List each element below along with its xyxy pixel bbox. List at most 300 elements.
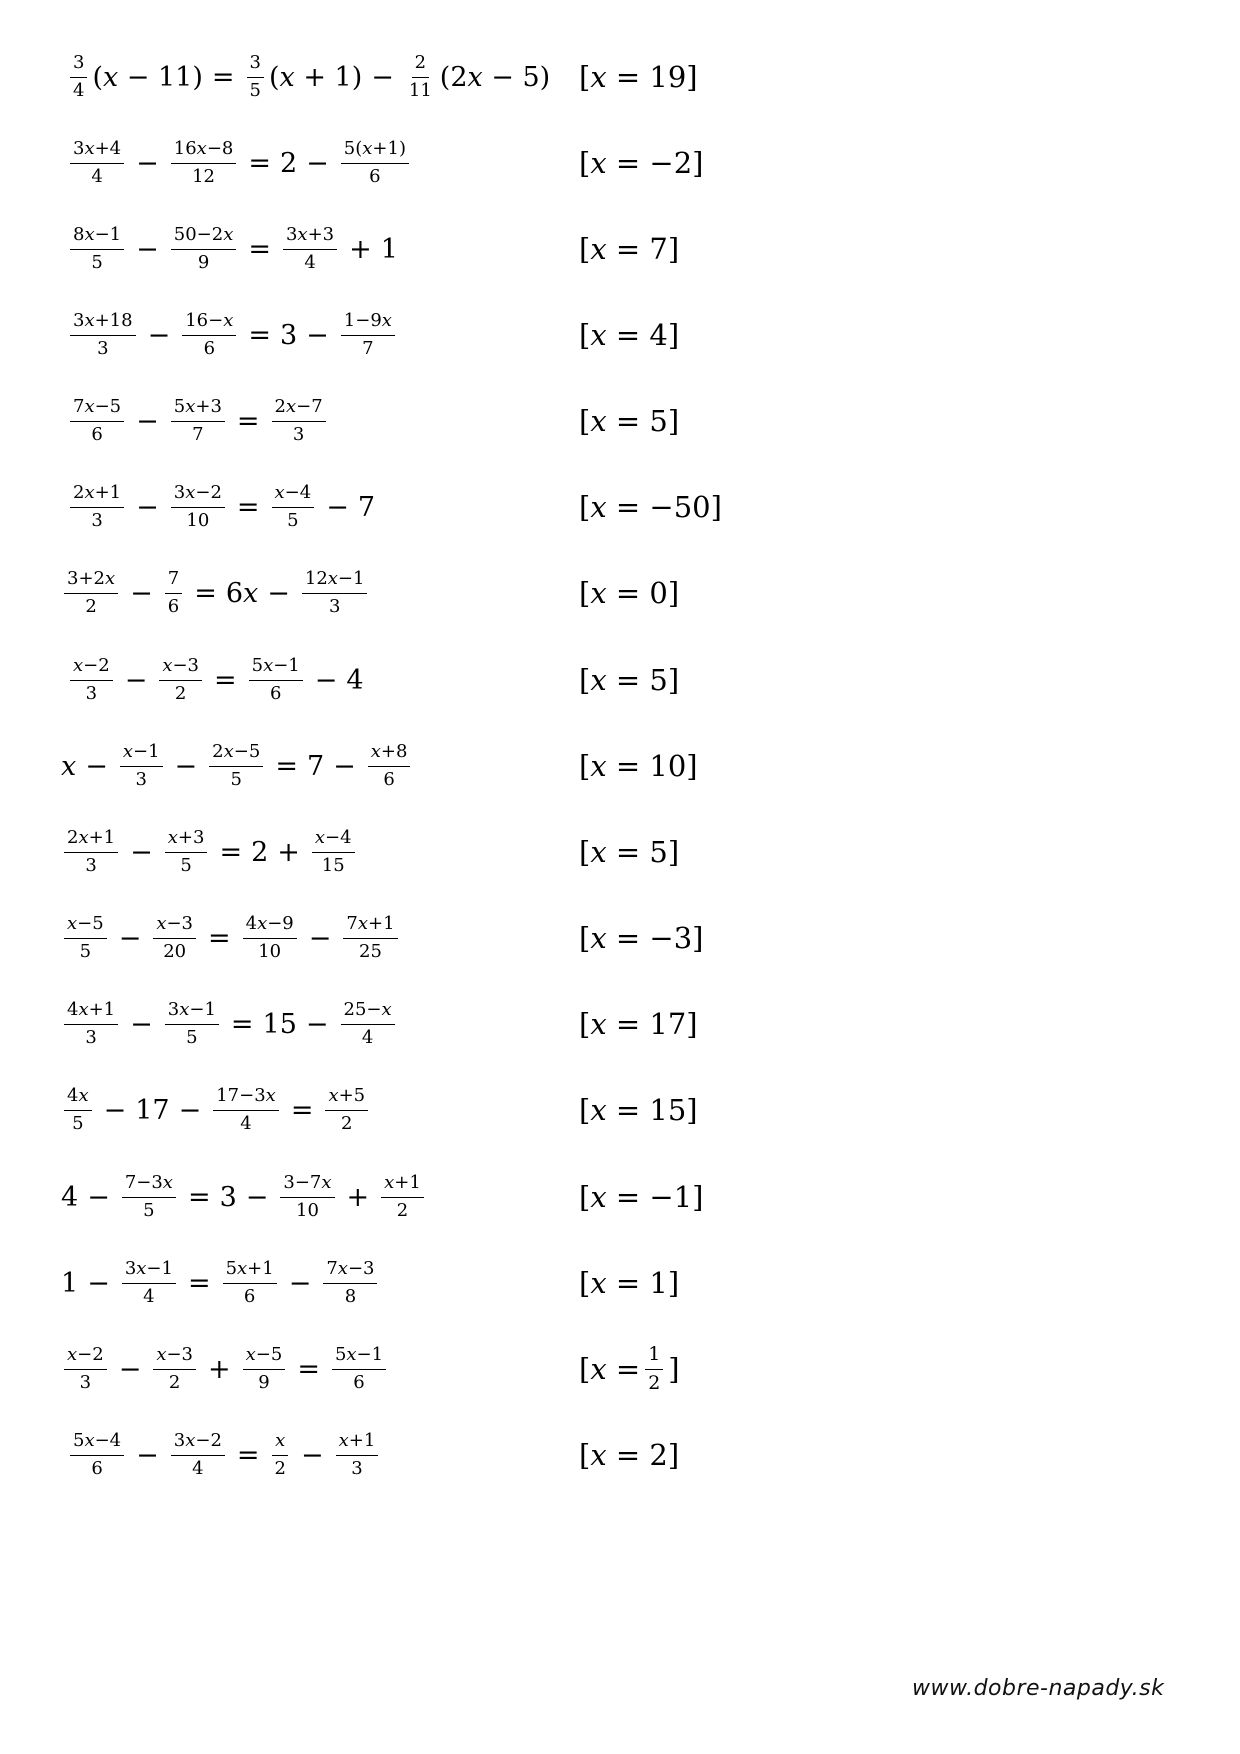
answer	[578, 1334, 681, 1404]
fraction	[243, 1345, 286, 1393]
term: [𝑥 = 7]	[579, 232, 680, 266]
numerator: 16𝑥−8	[171, 139, 237, 164]
denominator: 9	[197, 251, 210, 273]
problem-row	[0, 558, 1240, 628]
numerator: 2𝑥−7	[272, 397, 326, 422]
answer	[578, 472, 723, 542]
operator: =	[187, 1267, 211, 1299]
operator: =	[290, 1094, 314, 1126]
denominator: 9	[258, 1371, 270, 1393]
answer	[578, 1075, 699, 1145]
denominator: 5	[287, 509, 299, 531]
operator: +	[346, 1181, 370, 1213]
equation	[60, 903, 402, 973]
term: [𝑥 = 5]	[579, 404, 680, 438]
operator: =	[236, 491, 260, 523]
numerator: 5𝑥−4	[70, 1431, 124, 1456]
answer	[578, 1248, 680, 1318]
problem-row	[0, 1420, 1240, 1490]
fraction	[182, 311, 236, 359]
term: [𝑥 = −1]	[579, 1180, 704, 1214]
numerator: 𝑥−4	[272, 483, 315, 508]
operator: −	[130, 577, 153, 609]
operator: =	[194, 577, 217, 609]
equation	[66, 645, 365, 715]
answer	[578, 731, 699, 801]
fraction	[165, 569, 182, 617]
denominator: 3	[85, 1026, 97, 1048]
problem-row	[0, 817, 1240, 887]
fraction	[64, 914, 107, 962]
equation	[66, 214, 399, 284]
numerator: 1−9𝑥	[341, 311, 395, 336]
problem-row	[0, 386, 1240, 456]
operator: =	[208, 922, 231, 954]
equation	[66, 300, 399, 370]
fraction	[171, 139, 237, 187]
numerator: 3𝑥−1	[122, 1259, 176, 1284]
fraction	[122, 1259, 176, 1307]
equation	[66, 472, 376, 542]
denominator: 4	[192, 1457, 204, 1479]
operator: −	[136, 147, 159, 179]
problem-row	[0, 300, 1240, 370]
term: 7	[306, 750, 325, 782]
denominator: 2	[168, 1371, 181, 1393]
denominator: 5	[230, 768, 242, 790]
numerator: 17−3𝑥	[213, 1086, 279, 1111]
term: (𝑥 − 11)	[92, 61, 203, 93]
fraction	[645, 1344, 663, 1395]
numerator: 𝑥−5	[64, 914, 107, 939]
numerator: 1	[645, 1344, 663, 1370]
denominator: 10	[296, 1199, 319, 1221]
numerator: 5𝑥+1	[223, 1259, 277, 1284]
denominator: 6	[91, 423, 103, 445]
operator: −	[288, 1267, 312, 1299]
operator: =	[248, 319, 271, 351]
numerator: 7𝑥−5	[70, 397, 124, 422]
denominator: 5	[186, 1026, 198, 1048]
term: 1	[380, 233, 398, 265]
answer	[578, 1162, 704, 1232]
term: 2	[279, 147, 298, 179]
operator: −	[314, 664, 338, 696]
denominator: 11	[408, 79, 432, 101]
denominator: 3	[328, 595, 341, 617]
denominator: 5	[91, 251, 103, 273]
numerator: 4𝑥−9	[243, 914, 297, 939]
operator: =	[214, 664, 237, 696]
numerator: 3𝑥−2	[171, 483, 225, 508]
operator: −	[178, 1094, 202, 1126]
source-url: www.dobre-napady.sk	[912, 1676, 1165, 1701]
operator: =	[236, 405, 260, 437]
fraction	[122, 1173, 176, 1221]
denominator: 6	[269, 682, 282, 704]
term: [𝑥 = 0]	[579, 576, 680, 610]
operator: −	[130, 1008, 153, 1040]
term: [𝑥 =	[579, 1352, 641, 1386]
denominator: 6	[383, 768, 395, 790]
fraction	[336, 1431, 379, 1479]
term: 15	[262, 1008, 297, 1040]
term: [𝑥 = 17]	[579, 1007, 698, 1041]
numerator: 7−3𝑥	[122, 1173, 176, 1198]
operator: −	[136, 1439, 159, 1471]
denominator: 3	[85, 682, 98, 704]
denominator: 5	[180, 854, 192, 876]
numerator: 4𝑥	[64, 1086, 92, 1111]
numerator: 2	[412, 53, 429, 78]
numerator: 𝑥−2	[70, 656, 113, 681]
term: 7	[357, 491, 376, 523]
numerator: 50−2𝑥	[171, 225, 237, 250]
problem-row	[0, 472, 1240, 542]
fraction	[70, 225, 124, 273]
operator: −	[147, 319, 171, 351]
fraction	[209, 742, 263, 790]
numerator: 3	[70, 53, 87, 78]
denominator: 4	[304, 251, 316, 273]
fraction	[171, 1431, 225, 1479]
term: [𝑥 = −2]	[579, 146, 704, 180]
denominator: 6	[243, 1285, 256, 1307]
operator: −	[371, 61, 394, 93]
fraction	[70, 139, 124, 187]
fraction	[243, 914, 297, 962]
numerator: 2𝑥−5	[209, 742, 263, 767]
term: [𝑥 = 2]	[579, 1438, 680, 1472]
denominator: 20	[163, 940, 187, 962]
numerator: 3𝑥−2	[171, 1431, 225, 1456]
term: [𝑥 = 19]	[579, 60, 698, 94]
denominator: 2	[85, 595, 97, 617]
operator: −	[326, 491, 349, 523]
numerator: 𝑥−3	[153, 914, 196, 939]
denominator: 4	[91, 165, 103, 187]
term: [𝑥 = 5]	[579, 835, 680, 869]
answer	[578, 817, 680, 887]
numerator: 12𝑥−1	[302, 569, 368, 594]
fraction	[159, 656, 202, 704]
denominator: 12	[192, 165, 216, 187]
equation	[60, 817, 359, 887]
equation	[66, 42, 551, 112]
fraction	[323, 1259, 377, 1307]
operator: −	[308, 922, 332, 954]
problem-row	[0, 903, 1240, 973]
denominator: 6	[353, 1371, 365, 1393]
denominator: 5	[72, 1112, 84, 1134]
operator: −	[305, 1008, 329, 1040]
numerator: 5𝑥−1	[332, 1345, 386, 1370]
problem-row	[0, 989, 1240, 1059]
numerator: 3+2𝑥	[64, 569, 118, 594]
equation	[60, 1248, 381, 1318]
equation	[60, 1162, 428, 1232]
term: [𝑥 = 10]	[579, 749, 698, 783]
answer	[578, 386, 680, 456]
operator: =	[297, 1353, 320, 1385]
equation	[60, 989, 399, 1059]
term: (𝑥 + 1)	[268, 61, 363, 93]
numerator: 3	[247, 53, 264, 78]
fraction	[171, 397, 225, 445]
answer	[578, 989, 699, 1059]
numerator: 3𝑥+3	[283, 225, 337, 250]
denominator: 15	[321, 854, 345, 876]
problem-row	[0, 214, 1240, 284]
fraction	[153, 914, 196, 962]
denominator: 3	[292, 423, 305, 445]
fraction	[64, 1345, 107, 1393]
term: 3	[279, 319, 298, 351]
term: 6𝑥	[225, 577, 259, 609]
denominator: 10	[186, 509, 210, 531]
denominator: 3	[91, 509, 103, 531]
operator: −	[118, 922, 142, 954]
answer	[578, 42, 699, 112]
term: [𝑥 = 15]	[579, 1093, 698, 1127]
operator: −	[87, 1267, 110, 1299]
fraction	[272, 397, 326, 445]
operator: −	[174, 750, 198, 782]
denominator: 5	[143, 1199, 155, 1221]
denominator: 6	[369, 165, 381, 187]
problem-row	[0, 1248, 1240, 1318]
answer	[578, 128, 704, 198]
answer	[578, 558, 680, 628]
operator: −	[103, 1094, 127, 1126]
fraction	[70, 311, 136, 359]
operator: −	[333, 750, 356, 782]
denominator: 2	[274, 1457, 286, 1479]
term: (2𝑥 − 5)	[439, 61, 551, 93]
numerator: 𝑥−4	[312, 828, 355, 853]
denominator: 3	[97, 337, 109, 359]
fraction	[223, 1259, 277, 1307]
term: 𝑥	[61, 750, 77, 782]
equation	[60, 558, 371, 628]
term: [𝑥 = 5]	[579, 663, 680, 697]
fraction	[406, 53, 435, 101]
term: 17	[135, 1094, 170, 1126]
fraction	[70, 397, 124, 445]
fraction	[153, 1345, 196, 1393]
problem-row	[0, 42, 1240, 112]
fraction	[341, 139, 409, 187]
fraction	[272, 483, 315, 531]
fraction	[381, 1173, 424, 1221]
term: 4	[346, 664, 364, 696]
equation	[66, 128, 413, 198]
fraction	[64, 569, 118, 617]
denominator: 2	[648, 1371, 661, 1394]
operator: =	[230, 1008, 254, 1040]
answer	[578, 1420, 680, 1490]
numerator: 25−𝑥	[341, 1000, 395, 1025]
answer	[578, 214, 680, 284]
fraction	[283, 225, 337, 273]
numerator: 3𝑥+4	[70, 139, 124, 164]
denominator: 3	[135, 768, 147, 790]
operator: −	[87, 1181, 110, 1213]
fraction	[341, 1000, 395, 1048]
denominator: 3	[85, 854, 97, 876]
denominator: 2	[174, 682, 187, 704]
answer	[578, 645, 680, 715]
operator: +	[208, 1353, 231, 1385]
denominator: 4	[73, 79, 85, 101]
operator: =	[236, 1439, 260, 1471]
numerator: 7𝑥+1	[343, 914, 397, 939]
fraction	[325, 1086, 368, 1134]
operator: −	[136, 405, 159, 437]
term: [𝑥 = 4]	[579, 318, 680, 352]
operator: =	[219, 836, 243, 868]
numerator: 16−𝑥	[182, 311, 236, 336]
numerator: 𝑥−5	[243, 1345, 286, 1370]
fraction	[272, 1431, 289, 1479]
operator: −	[306, 147, 329, 179]
numerator: 5(𝑥+1)	[341, 139, 409, 164]
denominator: 25	[359, 940, 382, 962]
denominator: 6	[91, 1457, 103, 1479]
numerator: 𝑥	[272, 1431, 288, 1456]
operator: =	[248, 233, 271, 265]
term: [𝑥 = −3]	[579, 921, 704, 955]
numerator: 7	[165, 569, 182, 594]
fraction	[64, 1000, 118, 1048]
fraction	[280, 1173, 334, 1221]
denominator: 5	[79, 940, 92, 962]
fraction	[302, 569, 368, 617]
fraction	[247, 53, 264, 101]
operator: −	[306, 319, 329, 351]
fraction	[171, 225, 237, 273]
fraction	[165, 1000, 219, 1048]
fraction	[332, 1345, 386, 1393]
term: [𝑥 = −50]	[579, 490, 722, 524]
numerator: 5𝑥+3	[171, 397, 225, 422]
operator: −	[85, 750, 108, 782]
numerator: 3𝑥+18	[70, 311, 136, 336]
denominator: 4	[361, 1026, 374, 1048]
problem-row	[0, 1334, 1240, 1404]
denominator: 2	[341, 1112, 353, 1134]
denominator: 6	[167, 595, 180, 617]
numerator: 𝑥−3	[159, 656, 202, 681]
numerator: 3𝑥−1	[165, 1000, 219, 1025]
operator: −	[267, 577, 290, 609]
numerator: 𝑥+5	[325, 1086, 368, 1111]
term: 4	[61, 1181, 79, 1213]
denominator: 3	[351, 1457, 363, 1479]
fraction	[343, 914, 397, 962]
fraction	[165, 828, 208, 876]
problem-row	[0, 1075, 1240, 1145]
numerator: 7𝑥−3	[323, 1259, 377, 1284]
operator: +	[277, 836, 300, 868]
numerator: 𝑥+1	[381, 1173, 424, 1198]
fraction	[70, 53, 87, 101]
operator: −	[300, 1439, 324, 1471]
fraction	[312, 828, 355, 876]
denominator: 5	[249, 79, 261, 101]
equation	[60, 1334, 390, 1404]
numerator: 2𝑥+1	[70, 483, 124, 508]
operator: =	[211, 61, 235, 93]
numerator: 𝑥+1	[336, 1431, 379, 1456]
numerator: 8𝑥−1	[70, 225, 124, 250]
operator: −	[245, 1181, 269, 1213]
operator: =	[187, 1181, 211, 1213]
problem-row	[0, 731, 1240, 801]
operator: −	[130, 836, 153, 868]
numerator: 𝑥+8	[368, 742, 411, 767]
fraction	[70, 483, 124, 531]
term: ]	[668, 1352, 680, 1386]
equation	[60, 731, 414, 801]
denominator: 3	[79, 1371, 92, 1393]
equation	[66, 386, 330, 456]
denominator: 2	[396, 1199, 409, 1221]
problem-row	[0, 645, 1240, 715]
denominator: 7	[362, 337, 374, 359]
problem-row	[0, 128, 1240, 198]
numerator: 𝑥+3	[165, 828, 208, 853]
operator: =	[275, 750, 298, 782]
fraction	[171, 483, 225, 531]
numerator: 𝑥−1	[120, 742, 163, 767]
term: 3	[219, 1181, 237, 1213]
fraction	[368, 742, 411, 790]
numerator: 𝑥−2	[64, 1345, 107, 1370]
equation	[60, 1075, 372, 1145]
fraction	[70, 656, 113, 704]
problem-row	[0, 1162, 1240, 1232]
numerator: 5𝑥−1	[249, 656, 303, 681]
numerator: 2𝑥+1	[64, 828, 118, 853]
equation	[66, 1420, 382, 1490]
operator: −	[136, 233, 159, 265]
fraction	[64, 1086, 92, 1134]
term: 1	[61, 1267, 79, 1299]
denominator: 10	[258, 940, 282, 962]
numerator: 3−7𝑥	[280, 1173, 334, 1198]
denominator: 4	[143, 1285, 155, 1307]
fraction	[120, 742, 163, 790]
fraction	[341, 311, 395, 359]
denominator: 8	[344, 1285, 357, 1307]
operator: −	[118, 1353, 142, 1385]
operator: −	[136, 491, 159, 523]
operator: −	[124, 664, 148, 696]
operator: +	[349, 233, 372, 265]
fraction	[70, 1431, 124, 1479]
fraction	[249, 656, 303, 704]
answer	[578, 300, 680, 370]
fraction	[64, 828, 118, 876]
denominator: 6	[203, 337, 216, 359]
answer	[578, 903, 704, 973]
term: [𝑥 = 1]	[579, 1266, 680, 1300]
denominator: 7	[192, 423, 204, 445]
numerator: 4𝑥+1	[64, 1000, 118, 1025]
denominator: 4	[240, 1112, 252, 1134]
numerator: 𝑥−3	[153, 1345, 196, 1370]
